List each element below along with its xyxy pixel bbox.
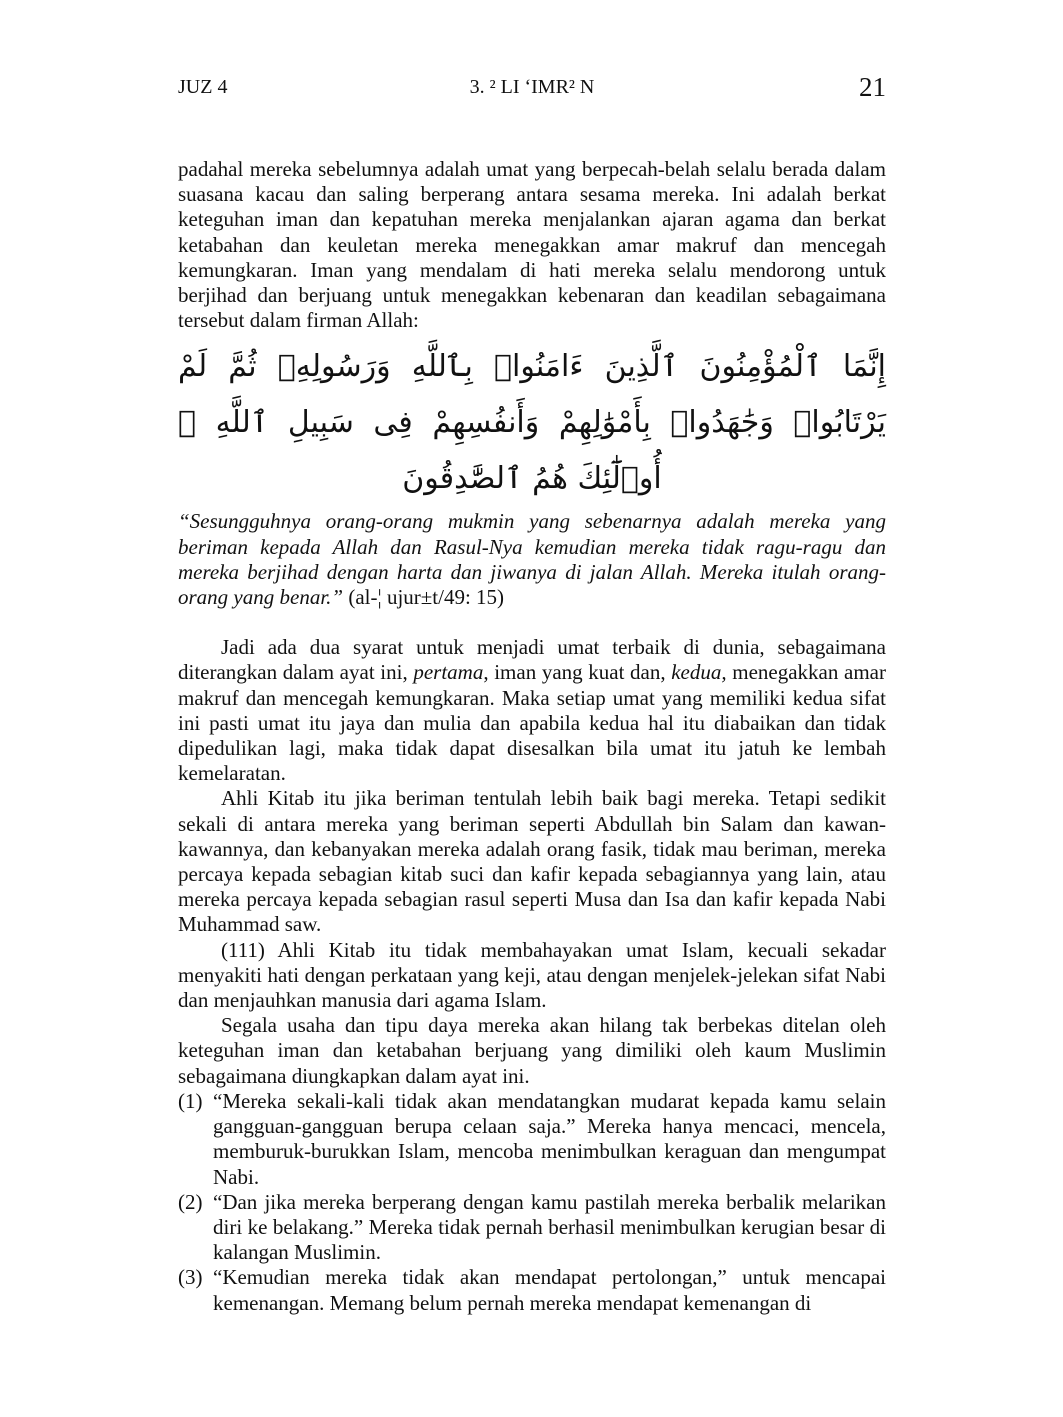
list-number: (2) — [178, 1189, 203, 1214]
numbered-list — [178, 1089, 886, 1316]
list-item — [178, 1190, 886, 1266]
paragraph: (111) Ahli Kitab itu tidak membahayakan umat Islam, kecuali sekadar menyakiti hati dengan perkataan yang keji, atau dengan menjelek-jelekan sifat Nabi dan menjauhkan manusia dari agama Islam. — [178, 937, 886, 1013]
verse-citation: (al-¦ ujur±t/49: 15) — [343, 585, 505, 610]
page-body — [178, 157, 886, 1316]
paragraph-text: menegakkan amar makruf dan mencegah kemungkaran. Maka setiap umat yang memiliki kedua sifat ini pasti umat itu jaya dan mulia dan apabila kedua hal itu diabaikan dan tidak dipedulikan lagi, maka tidak dapat disesalkan bila umat itu jatuh ke lembah kemelaratan. — [178, 660, 886, 786]
emphasis-text: pertama — [413, 660, 484, 685]
translation-text: “Sesungguhnya orang-orang mukmin yang sebenarnya adalah mereka yang beriman kepada Allah dan Rasul-Nya kemudian mereka tidak ragu-ragu dan mereka berjihad dengan harta dan jiwanya di jalan Allah. Mereka itulah orang-orang yang benar.” — [178, 509, 886, 610]
paragraph: Ahli Kitab itu jika beriman tentulah lebih baik bagi mereka. Tetapi sedikit sekali di antara mereka yang beriman seperti Abdullah bin Salam dan kawan-kawannya, dan kebanyakan mereka adalah orang fasik, tidak mau beriman, mereka percaya kepada sebagian kitab suci dan kafir kepada sebagiannya yang lain, atau mereka percaya kepada sebagian rasul seperti Musa dan Isa dan kafir kepada Nabi Muhammad saw. — [178, 786, 886, 937]
juz-label: JUZ 4 — [178, 76, 228, 98]
list-text: “Mereka sekali-kali tidak akan mendatangkan mudarat kepada kamu selain gangguan-gangguan berupa celaan saja.” Mereka hanya mencaci, mencela, memburuk-burukkan Islam, mencoba menimbulkan keraguan dan mengumpat Nabi. — [213, 1088, 886, 1189]
surah-title: 3. ² LI ‘IMR² N — [469, 76, 595, 98]
emphasis-text: kedua, — [671, 660, 727, 685]
list-number: (3) — [178, 1265, 203, 1290]
verse-translation — [178, 509, 886, 610]
list-item — [178, 1089, 886, 1190]
paragraph-text: , iman yang kuat dan, — [483, 660, 672, 685]
paragraph: padahal mereka sebelumnya adalah umat yang berpecah-belah selalu berada dalam suasana kacau dan saling berperang antara sesama mereka. Ini adalah berkat keteguhan iman dan kepatuhan mereka menjalankan ajaran agama dan berkat ketabahan dan keuletan mereka menegakkan amar makruf dan mencegah kemungkaran. Iman yang mendalam di hati mereka selalu mendorong untuk berjihad dan berjuang untuk menegakkan kebenaran dan keadilan sebagaimana tersebut dalam firman Allah: — [178, 157, 886, 333]
list-text: “Kemudian mereka tidak akan mendapat pertolongan,” untuk mencapai kemenangan. Memang belum pernah mereka mendapat kemenangan di — [213, 1265, 886, 1315]
list-item — [178, 1265, 886, 1315]
arabic-verse: إِنَّمَا ٱلْمُؤْمِنُونَ ٱلَّذِينَ ءَامَنُوا۟ بِٱللَّهِ وَرَسُولِهِۦ ثُمَّ لَمْ يَرْتَابُوا۟ وَجَٰهَدُوا۟ بِأَمْوَٰلِهِمْ وَأَنفُسِهِمْ فِى سَبِيلِ ٱللَّهِ ۚ أُو۟لَٰٓئِكَ هُمُ ٱلصَّٰدِقُونَ — [178, 349, 886, 497]
paragraph — [178, 635, 886, 786]
paragraph-text: Jadi ada dua syarat untuk menjadi umat terbaik di dunia, sebagaimana diterangkan dalam ayat ini, — [178, 635, 886, 685]
list-text: “Dan jika mereka berperang dengan kamu pastilah mereka berbalik melarikan diri ke belakang.” Mereka tidak pernah berhasil menimbulkan kerugian besar di kalangan Muslimin. — [213, 1189, 886, 1265]
page-number: 21 — [859, 72, 886, 102]
page-header — [178, 72, 886, 106]
paragraph: Segala usaha dan tipu daya mereka akan hilang tak berbekas ditelan oleh keteguhan iman dan ketabahan berjuang yang dimiliki oleh kaum Muslimin sebagaimana diungkapkan dalam ayat ini. — [178, 1013, 886, 1088]
list-number: (1) — [178, 1088, 203, 1113]
